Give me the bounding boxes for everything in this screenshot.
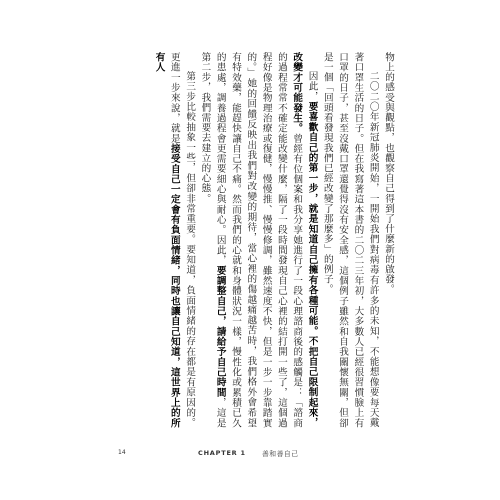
chapter-title: 善和善自己 bbox=[262, 450, 299, 458]
page-footer bbox=[0, 447, 500, 461]
page-number: 14 bbox=[118, 449, 126, 456]
body-text-run: 因此， bbox=[306, 71, 318, 102]
chapter-label: CHAPTER 1 bbox=[198, 449, 246, 457]
paragraph bbox=[197, 52, 319, 428]
paragraph bbox=[151, 52, 197, 428]
paragraph bbox=[381, 52, 396, 428]
emphasis-text: 要調整自己，請給予自己時間 bbox=[214, 265, 226, 398]
emphasis-text: 要喜歡自己的第一步，就是知道自己擁有各種可能。不把自己限制起來，改變才可能發生。 bbox=[291, 52, 318, 428]
body-text-run: 物上的感受與觀點，也觀察自己得到了什麼新的啟發。 bbox=[383, 52, 394, 295]
body-text bbox=[110, 52, 396, 428]
body-text-run: 曾經有位個案和我分享她進行了一段心理諮商後的感觸是：「諮商的過程常常不確定能改變什麼，隔了一段時間發現自己心裡的結打開一些了，這個過程好像是物理治療或復健，慢慢推、慢慢修調，雖然速度不快，但是一步一步靠踏實的。」她的回饋反映出我們對改變的期待，當心裡的傷越痛越苦時，我們格外會希望有特效藥，能趕快讓自己不痛。然而我們的心就和身體狀況一樣，慢性化或累積已久的患處，調養過程會更需要細心與耐心。因此， bbox=[214, 52, 303, 428]
body-text-run: 二〇二〇年新冠肺炎開始，一開始我們對病毒有許多的未知，不能想像要每天戴著口罩生活的日子。但在我寫著這本書的二〇二三年初，大多數人已經很習慣臉上有口罩的日子，甚至沒戴口罩還覺得沒有安全感，這個例子雖然和自我關懷無關，但卻是一個「回頭看發現我們已經改變了那麼多」的例子。 bbox=[321, 52, 379, 428]
body-text-run: ，這是第二步，我們需要去建立的心態。 bbox=[199, 52, 226, 428]
emphasis-text: 接受自己一定會有負面情緒，同時也讓自己知道，這世界上的所有人 bbox=[153, 52, 180, 428]
paragraph bbox=[320, 52, 381, 428]
body-text-run: 第三步比較抽象一些，但卻非常重要。要知道，負面情緒的存在都是有原因的。更進一步來說，就是 bbox=[168, 52, 196, 428]
